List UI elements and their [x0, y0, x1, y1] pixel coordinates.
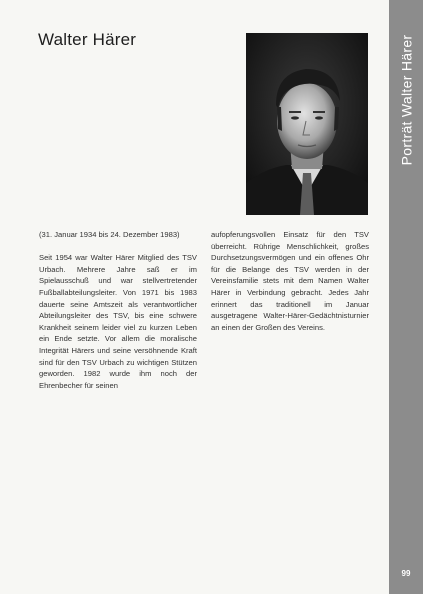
text-column-right — [211, 229, 369, 333]
text-column-left — [39, 229, 197, 391]
sidebar-title: Porträt Walter Härer — [398, 34, 415, 166]
sidebar-title-wrap — [389, 0, 423, 200]
section-sidebar — [389, 0, 423, 594]
portrait-photo — [246, 33, 368, 215]
page-title: Walter Härer — [38, 30, 137, 49]
page-number: 99 — [401, 569, 411, 578]
life-dates: (31. Januar 1934 bis 24. Dezember 1983) — [39, 230, 180, 239]
biography-paragraph-left: Seit 1954 war Walter Härer Mitglied des TSV Urbach. Mehrere Jahre saß er im Spielausschuß und war stellvertretender Fußballabteilungsleiter. Von 1971 bis 1983 dauerte seine Amtszeit als verantwortlicher Abteilungsleiter des TSV, bis eine schwere Krankheit seinem leider viel zu kurzen Leben ein Ende setzte. Vor allem die moralische Integrität Härers und seine versöhnende Kraft sind für den TSV Urbach zu wichtigen Stützen geworden. 1982 wurde ihm noch der Ehrenbecher für seinen — [39, 253, 197, 390]
portrait-image — [246, 33, 368, 215]
biography-paragraph-right: aufopferungsvollen Einsatz für den TSV überreicht. Rührige Menschlichkeit, großes Durchsetzungsvermögen und ein offenes Ohr für die Belange des TSV werden in der Vereinsfamilie stets mit dem Namen Walter Härer in Verbindung gebracht. Jedes Jahr erinnert das traditionell im Januar ausgetragene Walter-Härer-Gedächtnisturnier an einen der Großen des Vereins. — [211, 230, 369, 332]
